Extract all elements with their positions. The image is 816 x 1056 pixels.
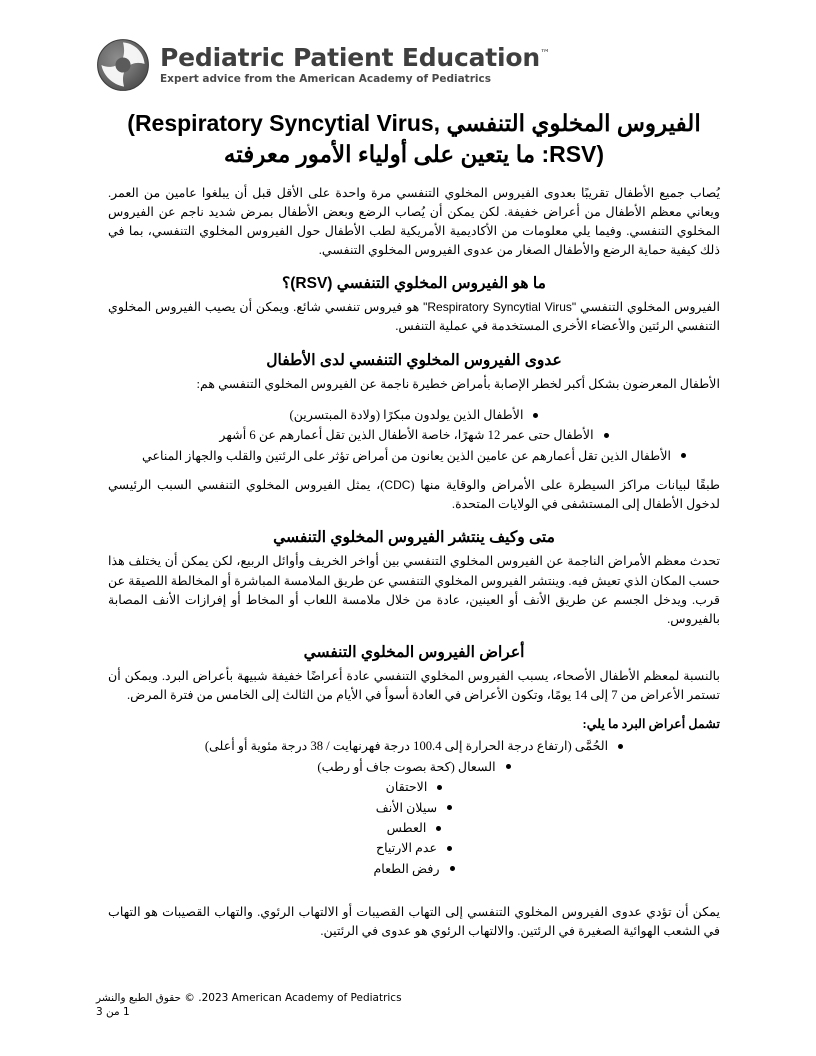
section-paragraph-rsv-symptoms: بالنسبة لمعظم الأطفال الأصحاء، يسبب الفيروس المخلوي التنفسي عادة أعراضًا خفيفة شبيهة بأعراض البرد. ويمكن أن تستمر الأعراض من 7 إلى 14 يومًا، وتكون الأعراض في العادة أسوأ في الأيام من الثالث إلى الخامس من فترة المرض.: [108, 669, 720, 703]
brand-header: [96, 38, 550, 92]
list-item: [108, 405, 720, 425]
list-item-label: الأطفال حتى عمر 12 شهرًا، خاصة الأطفال الذين تقل أعمارهم عن 6 أشهر: [219, 428, 594, 443]
copyright-line: [96, 990, 720, 1006]
list-item-label: الأطفال الذين يولدون مبكرًا (ولادة المبتسرين): [289, 407, 524, 422]
list-item-label: السعال (كحة بصوت جاف أو رطب): [317, 759, 496, 774]
list-item: [108, 425, 720, 445]
bullet-dot-icon: [618, 744, 623, 749]
bullet-dot-icon: [437, 785, 442, 790]
list-item: [108, 859, 720, 879]
section-heading-rsv-in-children: عدوى الفيروس المخلوي التنفسي لدى الأطفال: [266, 351, 562, 369]
list-item-label: رفض الطعام: [373, 861, 440, 876]
list-item-label: الحُمَّى (ارتفاع درجة الحرارة إلى 100.4 درجة فهرنهايت / 38 درجة مئوية أو أعلى): [204, 739, 609, 754]
list-item-label: الأطفال الذين تقل أعمارهم عن عامين الذين يعانون من أمراض تؤثر على الرئتين والقلب والجهاز المناعي: [141, 448, 671, 463]
title-line1-en: (Respiratory Syncytial: [127, 110, 371, 136]
list-item: [108, 757, 720, 777]
list-item: [108, 798, 720, 818]
bullet-dot-icon: [506, 764, 511, 769]
copyright-symbol: ©: [184, 991, 195, 1004]
section-paragraph-complications: يمكن أن تؤدي عدوى الفيروس المخلوي التنفسي إلى التهاب القصيبات أو الالتهاب الرئوي. والتهاب القصيبات هو التهاب في الشعب الهوائية الصغيرة في الرئتين. والالتهاب الرئوي هو عدوى في الرئتين.: [108, 905, 720, 939]
text-before: الفيروس المخلوي التنفسي: [576, 300, 720, 315]
text-after: هو فيروس تنفسي شائع. ويمكن أن يصيب الفيروس المخلوي التنفسي الرئتين والأعضاء الأخرى المستخدمة في عملية التنفس.: [108, 300, 720, 334]
bullet-dot-icon: [604, 433, 609, 438]
section-paragraph-cdc: [108, 476, 720, 514]
list-item: [108, 777, 720, 797]
swirl-logo-icon: [96, 38, 150, 92]
title-line1-ar: الفيروس المخلوي التنفسي: [446, 110, 701, 136]
risk-group-list: [108, 405, 720, 466]
cold-symptoms-list: [108, 736, 720, 879]
page-footer: [96, 990, 720, 1018]
cdc-abbreviation: CDC: [384, 478, 411, 493]
list-item: [108, 736, 720, 756]
section-heading-rsv-symptoms: أعراض الفيروس المخلوي التنفسي: [303, 644, 525, 662]
section-paragraph-risk-intro: الأطفال المعرضون بشكل أكبر لخطر الإصابة بأمراض خطيرة ناجمة عن الفيروس المخلوي التنفسي هم:: [196, 376, 720, 391]
list-item: [108, 838, 720, 858]
title-line2-ar: : ما يتعين على أولياء الأمور معرفته: [223, 140, 550, 167]
brand-title-text: Pediatric Patient Education: [160, 43, 540, 73]
page-title: [108, 108, 720, 170]
copyright-period: .: [198, 991, 202, 1004]
bullet-dot-icon: [436, 826, 441, 831]
section-paragraph-what-is-rsv: [108, 298, 720, 336]
list-item-label: الاحتقان: [385, 780, 428, 795]
page-number: 1 من 3: [96, 1006, 130, 1018]
bullet-dot-icon: [450, 866, 455, 871]
list-item: [108, 446, 720, 466]
text-before: طبقًا لبيانات مراكز السيطرة على الأمراض والوقاية منها (: [410, 478, 721, 493]
copyright-arabic: حقوق الطبع والنشر: [96, 991, 182, 1004]
section-heading-how-rsv-spreads: متى وكيف ينتشر الفيروس المخلوي التنفسي: [273, 529, 555, 547]
list-item-label: العطس: [386, 821, 427, 836]
bullet-dot-icon: [533, 413, 538, 418]
copyright-english: 2023 American Academy of Pediatrics: [201, 991, 402, 1004]
section-paragraph-how-rsv-spreads: تحدث معظم الأمراض الناجمة عن الفيروس المخلوي التنفسي بين أواخر الخريف وأوائل الربيع، لكن يمكن أن يختلف هذا حسب المكان الذي تعيش فيه. وينتشر الفيروس المخلوي التنفسي عن طريق الملامسة المباشرة أو المخالطة اللصيقة عن قرب. ويدخل الجسم عن طريق الأنف أو العينين، عادة من خلال ملامسة اللعاب أو المخاط أو إفرازات الأنف المصابة بالفيروس.: [108, 554, 720, 626]
list-item-label: عدم الارتياح: [375, 841, 438, 856]
brand-wordmark: [160, 45, 550, 85]
intro-paragraph: يُصاب جميع الأطفال تقريبًا بعدوى الفيروس المخلوي التنفسي مرة واحدة على الأقل قبل أن يبلغوا عامين من العمر. ويعاني معظم الأطفال من أعراض خفيفة. لكن يمكن أن يُصاب الرضع وبعض الأطفال بمرض شديد ناجم عن الفيروس المخلوي التنفسي. وفيما يلي معلومات من الأكاديمية الأمريكية لطب الأطفال حول الفيروس المخلوي التنفسي، بما في ذلك كيفية حماية الرضع والأطفال الصغار من عدوى الفيروس المخلوي التنفسي.: [108, 185, 720, 258]
bullet-dot-icon: [447, 846, 452, 851]
document-body: [108, 108, 720, 952]
list-item-label: سيلان الأنف: [375, 800, 438, 815]
bullet-dot-icon: [681, 453, 686, 458]
rsv-english-name: "Respiratory Syncytial Virus": [423, 300, 577, 315]
trademark-symbol: ™: [540, 48, 550, 60]
brand-tagline: Expert advice from the American Academy of Pediatrics: [160, 73, 491, 86]
list-item: [108, 818, 720, 838]
title-line2-en: Virus, RSV): [376, 110, 605, 167]
text-after: )، يمثل الفيروس المخلوي التنفسي السبب الرئيسي لدخول الأطفال إلى المستشفى في الولايات المتحدة.: [108, 478, 720, 512]
brand-title: [160, 43, 550, 73]
spacer: [108, 889, 720, 903]
bullet-dot-icon: [447, 805, 452, 810]
cold-symptoms-lead-in: تشمل أعراض البرد ما يلي:: [582, 717, 720, 732]
section-heading-what-is-rsv: ما هو الفيروس المخلوي التنفسي (RSV)؟: [282, 275, 546, 293]
